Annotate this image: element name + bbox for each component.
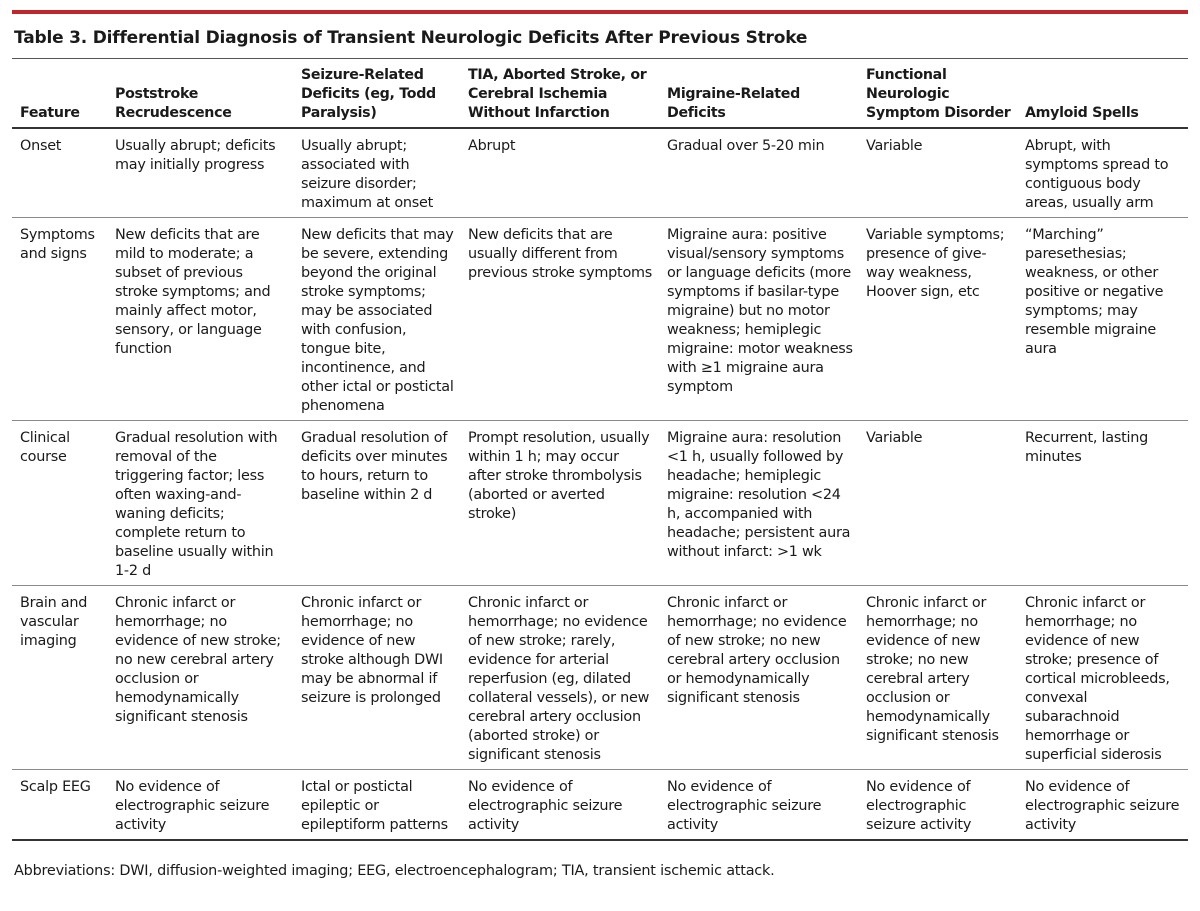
table-cell: No evidence of electrographic seizure activity [460,770,659,841]
table-cell: Ictal or postictal epileptic or epileptiform patterns [293,770,460,841]
table-cell: Variable [858,421,1017,586]
header-row [12,60,1188,128]
row-feature-label: Brain and vascular imaging [12,586,107,770]
column-header-amyloid-spells: Amyloid Spells [1017,60,1188,128]
title-divider [12,58,1188,59]
row-feature-label: Symptoms and signs [12,218,107,421]
table-cell: Recurrent, lasting minutes [1017,421,1188,586]
table-row-scalp-eeg [12,770,1188,841]
table-cell: New deficits that may be severe, extending beyond the original stroke symptoms; may be associated with confusion, tongue bite, incontinence, and other ictal or postictal phenomena [293,218,460,421]
table-cell: Chronic infarct or hemorrhage; no evidence of new stroke; no new cerebral artery occlusion or hemodynamically significant stenosis [659,586,858,770]
column-header-tia-aborted-stroke: TIA, Aborted Stroke, or Cerebral Ischemia Without Infarction [460,60,659,128]
table-row-clinical-course [12,421,1188,586]
table-cell: Variable symptoms; presence of give-way weakness, Hoover sign, etc [858,218,1017,421]
table-row-onset [12,128,1188,218]
table-cell: Prompt resolution, usually within 1 h; may occur after stroke thrombolysis (aborted or averted stroke) [460,421,659,586]
table-cell: Abrupt [460,128,659,218]
table-cell: “Marching” paresethesias; weakness, or other positive or negative symptoms; may resemble migraine aura [1017,218,1188,421]
table-cell: Migraine aura: resolution <1 h, usually followed by headache; hemiplegic migraine: resolution <24 h, accompanied with headache; persistent aura without infarct: >1 wk [659,421,858,586]
table-cell: No evidence of electrographic seizure activity [1017,770,1188,841]
column-header-feature: Feature [12,60,107,128]
table-row-symptoms-and-signs [12,218,1188,421]
column-header-functional-neurologic-disorder: Functional Neurologic Symptom Disorder [858,60,1017,128]
table-cell: Abrupt, with symptoms spread to contiguous body areas, usually arm [1017,128,1188,218]
table-cell: Chronic infarct or hemorrhage; no evidence of new stroke; no new cerebral artery occlusion or hemodynamically significant stenosis [858,586,1017,770]
table-cell: New deficits that are usually different from previous stroke symptoms [460,218,659,421]
table-cell: Chronic infarct or hemorrhage; no evidence of new stroke although DWI may be abnormal if seizure is prolonged [293,586,460,770]
table-title: Table 3. Differential Diagnosis of Transient Neurologic Deficits After Previous Stroke [14,28,808,48]
table-cell: Chronic infarct or hemorrhage; no evidence of new stroke; presence of cortical microbleeds, convexal subarachnoid hemorrhage or superficial siderosis [1017,586,1188,770]
differential-diagnosis-table [12,60,1188,841]
row-feature-label: Scalp EEG [12,770,107,841]
table-row-brain-and-vascular-imaging [12,586,1188,770]
abbreviations-footnote: Abbreviations: DWI, diffusion-weighted imaging; EEG, electroencephalogram; TIA, transient ischemic attack. [14,863,775,879]
table-cell: Gradual resolution of deficits over minutes to hours, return to baseline within 2 d [293,421,460,586]
table-cell: New deficits that are mild to moderate; a subset of previous stroke symptoms; and mainly affect motor, sensory, or language function [107,218,293,421]
table-cell: No evidence of electrographic seizure activity [659,770,858,841]
row-feature-label: Onset [12,128,107,218]
column-header-seizure-related-deficits: Seizure-Related Deficits (eg, Todd Paralysis) [293,60,460,128]
table-cell: Chronic infarct or hemorrhage; no evidence of new stroke; no new cerebral artery occlusion or hemodynamically significant stenosis [107,586,293,770]
table-cell: No evidence of electrographic seizure activity [858,770,1017,841]
table-cell: Chronic infarct or hemorrhage; no evidence of new stroke; rarely, evidence for arterial reperfusion (eg, dilated collateral vessels), or new cerebral artery occlusion (aborted stroke) or significant stenosis [460,586,659,770]
table-cell: No evidence of electrographic seizure activity [107,770,293,841]
top-accent-rule [12,10,1188,14]
table-cell: Gradual over 5-20 min [659,128,858,218]
table-cell: Variable [858,128,1017,218]
column-header-migraine-related-deficits: Migraine-Related Deficits [659,60,858,128]
table-cell: Gradual resolution with removal of the triggering factor; less often waxing-and-waning deficits; complete return to baseline usually within 1-2 d [107,421,293,586]
column-header-poststroke-recrudescence: Poststroke Recrudescence [107,60,293,128]
table-cell: Usually abrupt; associated with seizure disorder; maximum at onset [293,128,460,218]
table-cell: Migraine aura: positive visual/sensory symptoms or language deficits (more symptoms if basilar-type migraine) but no motor weakness; hemiplegic migraine: motor weakness with ≥1 migraine aura symptom [659,218,858,421]
row-feature-label: Clinical course [12,421,107,586]
table-cell: Usually abrupt; deficits may initially progress [107,128,293,218]
